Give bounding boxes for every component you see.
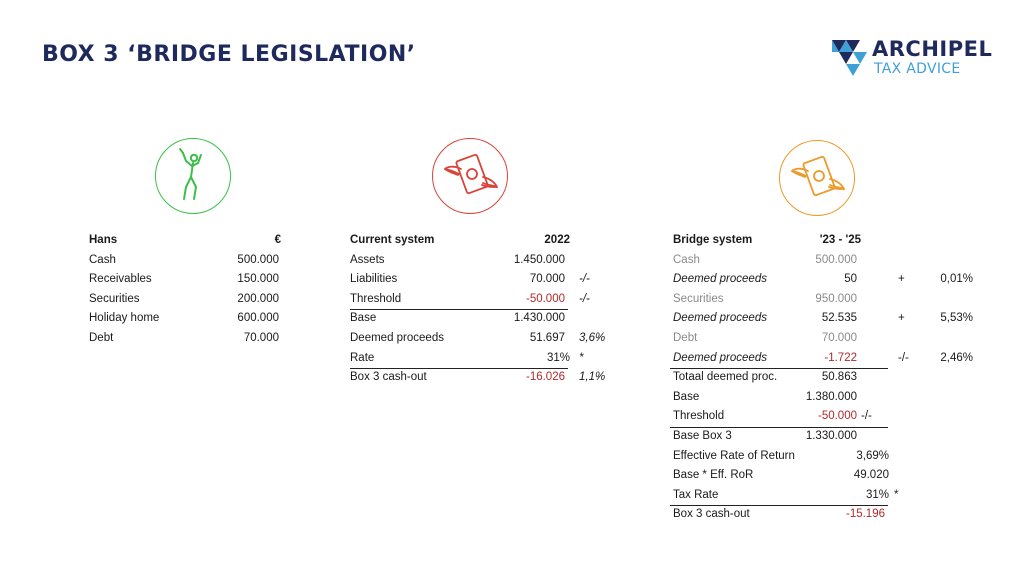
table-row [89,309,289,329]
divider [670,427,888,428]
slide-title: BOX 3 ‘BRIDGE LEGISLATION’ [42,42,416,67]
row-value: 950.000 [815,292,857,305]
table-row [89,329,289,349]
table-row [673,368,993,388]
row-percentage: 0,01% [940,273,973,286]
table-row [350,290,620,310]
row-value: 1.330.000 [805,429,857,442]
row-operator: + [898,273,905,286]
row-label: Threshold [350,292,402,305]
row-value: -15.196 [845,508,885,521]
table-row [673,349,993,369]
table-row [673,407,993,427]
row-label: Effective Rate of Return [673,449,795,462]
row-value: 52.535 [821,312,857,325]
row-label: Cash [89,253,116,266]
logo-tagline: TAX ADVICE [874,61,961,77]
table-row [350,309,620,329]
row-label: Box 3 cash-out [673,508,750,521]
row-label: Receivables [89,273,152,286]
row-label: Deemed proceeds [673,351,767,364]
row-label: Securities [89,292,140,305]
row-label: Base [673,390,700,403]
row-label: Liabilities [350,273,398,286]
row-value: 31% [865,488,889,501]
row-value: 50.863 [821,371,857,384]
row-label: Assets [350,253,385,266]
row-value: 70.000 [243,331,279,344]
header-label: Bridge system [673,234,753,246]
row-label: Deemed proceeds [673,312,767,325]
row-operator: -/- [861,410,872,423]
hans-table [89,231,289,349]
row-label: Deemed proceeds [673,273,767,286]
row-label: Box 3 cash-out [350,371,427,384]
row-label: Cash [673,253,700,266]
header-value: 2022 [544,234,570,246]
row-label: Debt [89,331,114,344]
row-note: * [579,351,584,364]
row-value: 150.000 [237,273,279,286]
row-label: Deemed proceeds [350,331,444,344]
archipel-logo [830,36,1000,82]
row-value: 500.000 [815,253,857,266]
row-note: 1,1% [579,371,606,384]
table-row [350,349,620,369]
table-row [89,290,289,310]
divider [350,309,568,310]
row-label: Holiday home [89,312,160,325]
row-label: Totaal deemed proc. [673,371,778,384]
table-row [350,329,620,349]
row-operator: -/- [898,351,909,364]
bridge-system-table [673,231,993,525]
table-row [89,270,289,290]
row-label: Base Box 3 [673,429,732,442]
row-value: 1.380.000 [805,390,857,403]
row-operator: * [894,488,899,501]
row-label: Base * Eff. RoR [673,469,754,482]
row-label: Debt [673,331,698,344]
row-value: 200.000 [237,292,279,305]
row-label: Securities [673,292,724,305]
row-percentage: 2,46% [940,351,973,364]
row-value: 600.000 [237,312,279,325]
current-system-table [350,231,620,388]
row-label: Threshold [673,410,725,423]
row-label: Base [350,312,377,325]
header-value: € [274,234,281,246]
table-row [673,427,993,447]
header-label: Hans [89,234,118,246]
header-value: '23 - '25 [819,234,861,246]
row-note: 3,6% [579,331,606,344]
table-header [350,231,620,251]
row-value: 3,69% [856,449,889,462]
table-row [673,447,993,467]
flying-money-icon [779,140,855,216]
table-row [89,251,289,271]
table-row [673,290,993,310]
table-row [673,466,993,486]
table-row [350,270,620,290]
row-value: -1.722 [824,351,857,364]
table-row [673,388,993,408]
row-value: 500.000 [237,253,279,266]
row-value: -16.026 [525,371,565,384]
table-row [673,251,993,271]
table-row [673,486,993,506]
row-value: -50.000 [525,292,565,305]
row-value: 70.000 [529,273,565,286]
row-value: 51.697 [529,331,565,344]
divider [350,368,568,369]
table-row [673,505,993,525]
row-label: Tax Rate [673,488,719,501]
header-label: Current system [350,234,435,246]
row-value: 1.450.000 [513,253,565,266]
row-value: -50.000 [817,410,857,423]
logo-name: ARCHIPEL [872,37,993,61]
row-percentage: 5,53% [940,312,973,325]
table-row [673,270,993,290]
table-header [89,231,289,251]
row-value: 31% [546,351,570,364]
archipel-triangles-icon [830,36,874,80]
row-value: 49.020 [853,469,889,482]
table-row [350,368,620,388]
row-note: -/- [579,292,590,305]
row-value: 70.000 [821,331,857,344]
row-value: 50 [844,273,857,286]
table-row [673,309,993,329]
table-row [673,329,993,349]
table-header [673,231,993,251]
divider [670,368,888,369]
row-label: Rate [350,351,375,364]
golfer-icon [155,138,231,214]
table-row [350,251,620,271]
divider [670,505,888,506]
row-operator: + [898,312,905,325]
flying-money-icon [432,138,508,214]
row-value: 1.430.000 [513,312,565,325]
row-note: -/- [579,273,590,286]
